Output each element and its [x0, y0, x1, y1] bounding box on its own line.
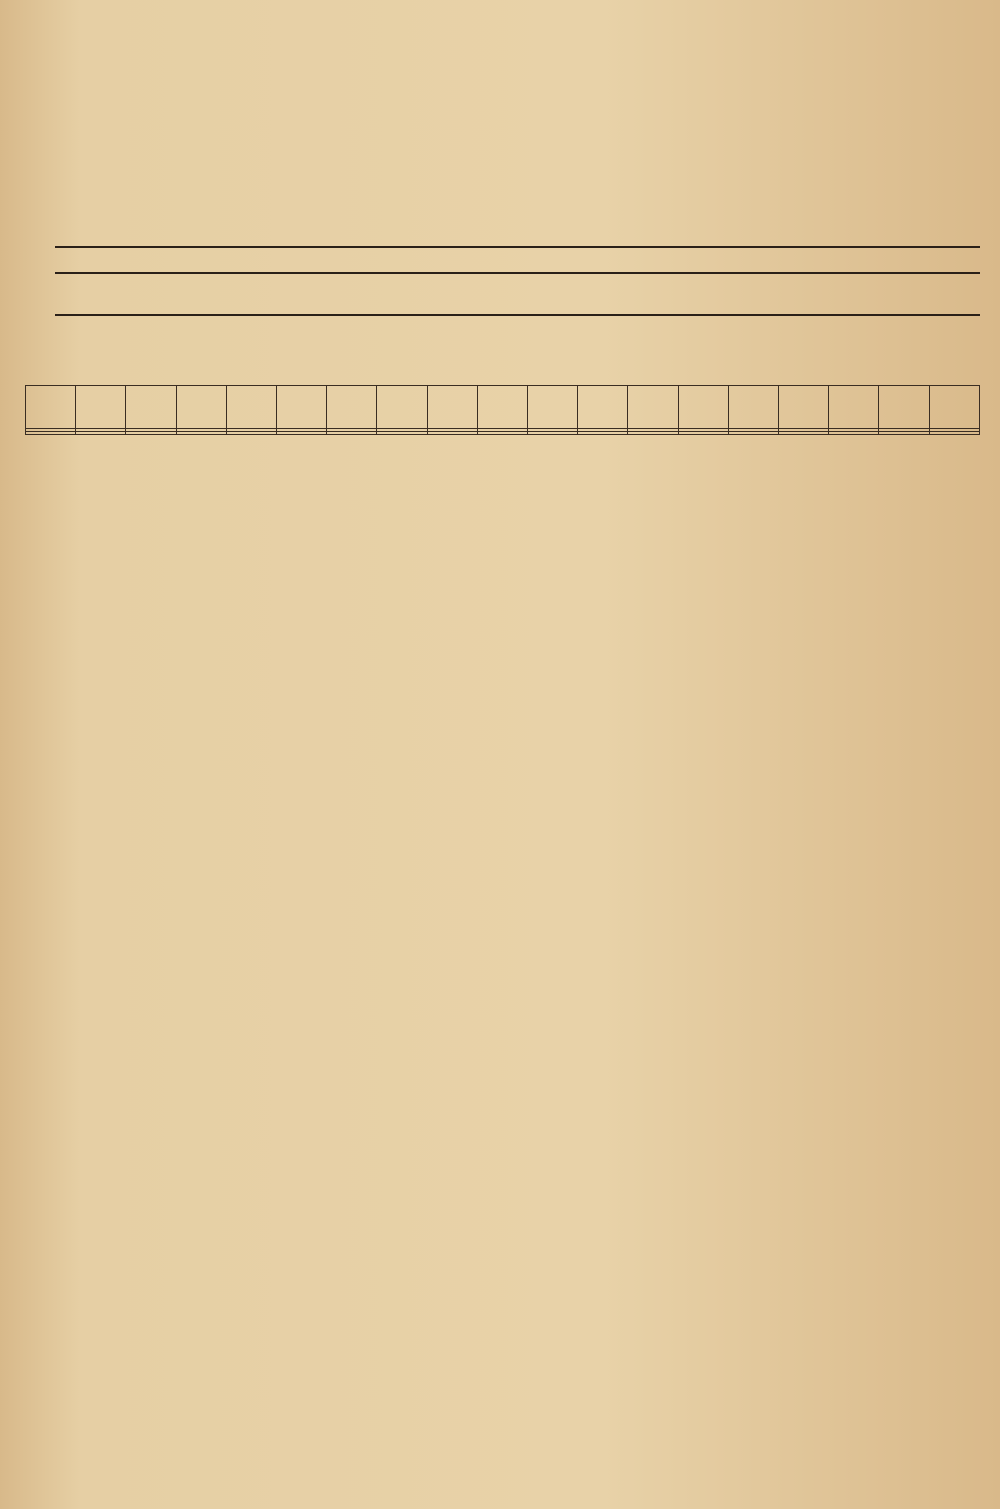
table-cell	[226, 432, 276, 435]
header-cell	[578, 386, 628, 429]
header-cell	[277, 386, 327, 429]
table-cell	[377, 432, 427, 435]
table-cell	[427, 432, 477, 435]
table-cell	[728, 432, 778, 435]
masthead-rule	[55, 246, 980, 248]
header-cell	[176, 386, 226, 429]
header-cell	[76, 386, 126, 429]
header-cell	[26, 386, 76, 429]
header-cell	[226, 386, 276, 429]
issue-line	[55, 276, 980, 312]
table-cell	[879, 432, 929, 435]
header-cell	[929, 386, 979, 429]
bull-register-table	[25, 385, 980, 435]
table-row	[26, 432, 980, 435]
header-cell	[829, 386, 879, 429]
table-cell	[528, 432, 578, 435]
table-cell	[176, 432, 226, 435]
table-cell	[277, 432, 327, 435]
header-cell	[377, 386, 427, 429]
table-cell	[779, 432, 829, 435]
table-cell	[477, 432, 527, 435]
table-header-row	[26, 386, 980, 429]
notice-rule	[55, 272, 980, 274]
header-cell	[779, 386, 829, 429]
table-cell	[678, 432, 728, 435]
header-cell	[427, 386, 477, 429]
table-cell	[327, 432, 377, 435]
header-cell	[477, 386, 527, 429]
table-cell	[829, 432, 879, 435]
table-cell	[126, 432, 176, 435]
header-cell	[628, 386, 678, 429]
table-cell	[76, 432, 126, 435]
table-cell	[929, 432, 979, 435]
table-cell	[26, 432, 76, 435]
table-cell	[628, 432, 678, 435]
header-cell	[528, 386, 578, 429]
header-cell	[728, 386, 778, 429]
header-cell	[879, 386, 929, 429]
issue-rule	[55, 314, 980, 316]
table-cell	[578, 432, 628, 435]
header-cell	[678, 386, 728, 429]
header-cell	[126, 386, 176, 429]
header-cell	[327, 386, 377, 429]
